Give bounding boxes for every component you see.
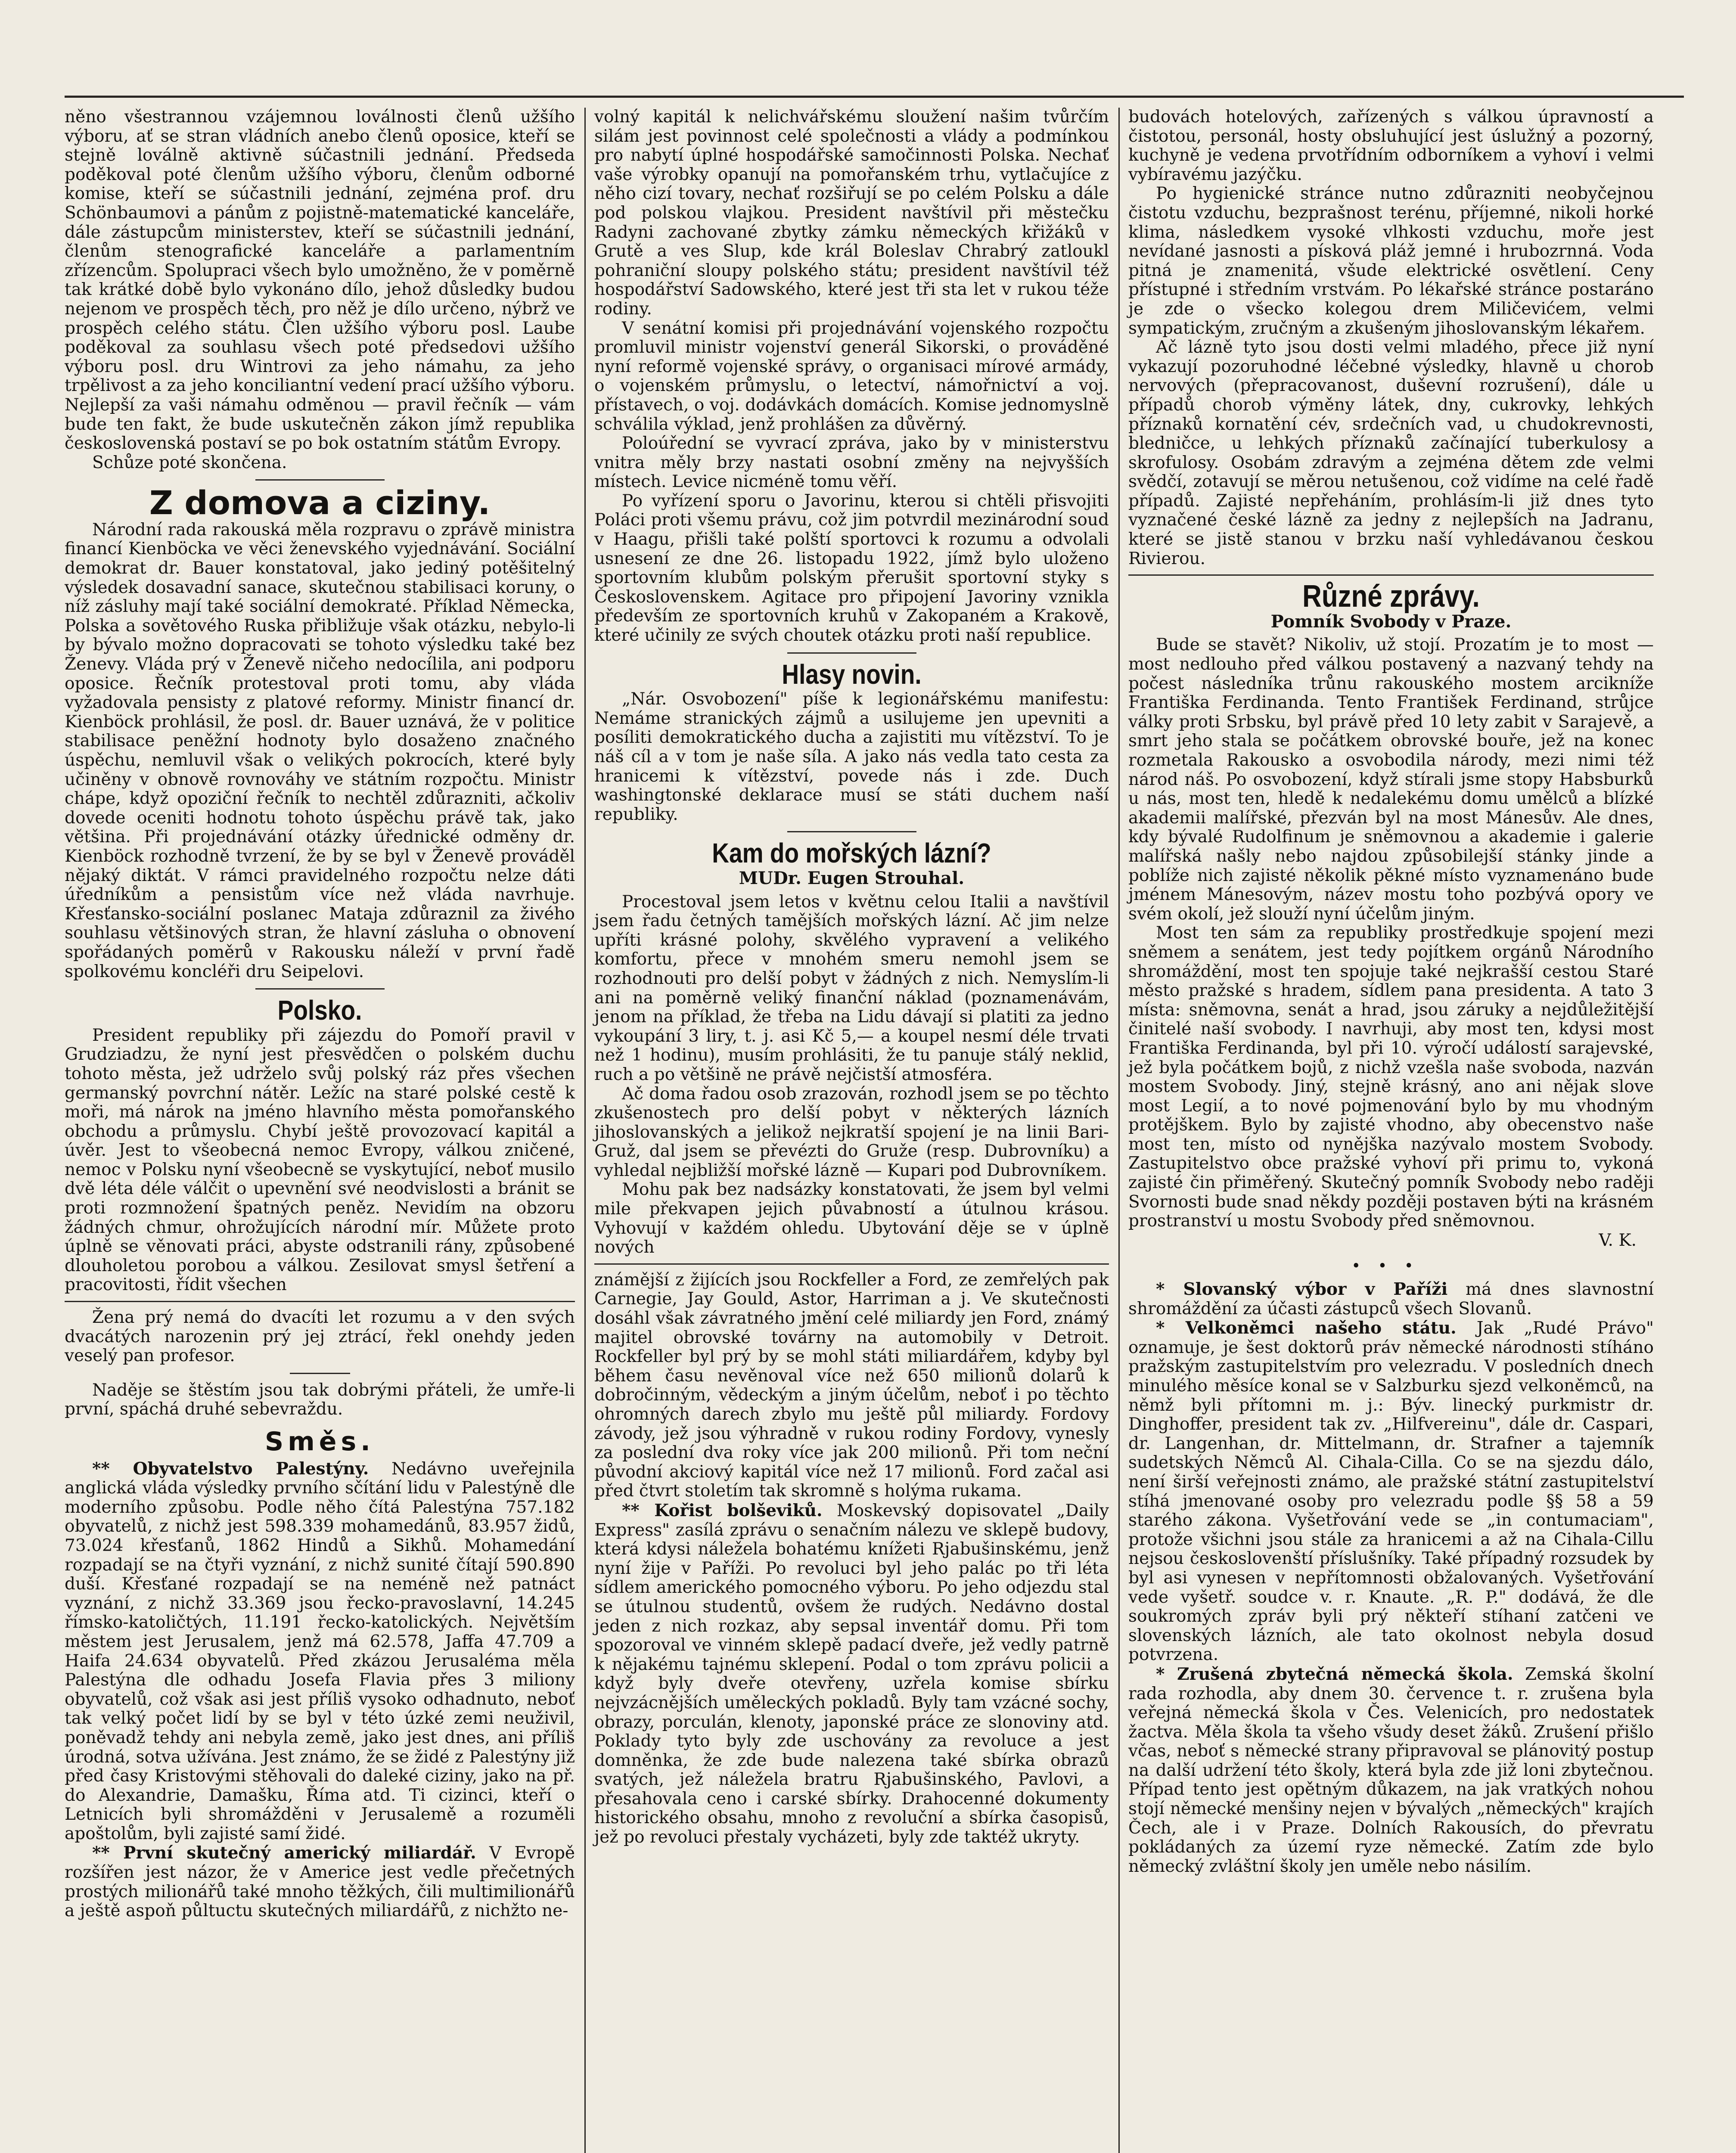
news-skola-title: * Zrušená zbytečná německá škola. [1156, 1664, 1513, 1684]
news-palestyna [65, 1459, 575, 1844]
section-heading-domova: Z domova a ciziny. [149, 484, 491, 522]
column-divider-left [584, 108, 586, 2153]
section-rule [787, 652, 916, 654]
polsko-zmeny: Poloúřední se vyvrací zpráva, jako by v ministerstvu vnitra měly brzy nastati osobní změny na nejvyšších místech. Levice nicméně tomu věří. [594, 434, 1109, 492]
section-rule [594, 1263, 1109, 1265]
separator-stars: ••• [1351, 1257, 1431, 1275]
polsko-senat: V senátní komisi při projednávání vojenského rozpočtu promluvil ministr vojenství generál Sikorski, o prováděné nyní reformě vojenské správy, o organisaci mírové armády, o vojenském průmyslu, o letectví, námořnictví a voj. přístavech, o voj. dodávkách domácích. Komise jednomyslně schválila výklad, jenž prohlášen za důvěrný. [594, 318, 1109, 434]
lazne-paragraph-2: Ač doma řadou osob zrazován, rozhodl jsem se po těchto zkušenostech pro delší pobyt v některých lázních jihoslovanských a jelikož nejkratší spojení je na linii Bari-Gruž, dal jsem se převézti do Gruže (resp. Dubrovníku) a vyhledal nejbližší mořské lázně — Kupari pod Dubrovníkem. [594, 1084, 1109, 1180]
section-heading-ruzne: Různé zprávy. [1302, 579, 1480, 614]
news-palestyna-title: ** Obyvatelstvo Palestýny. [92, 1458, 369, 1479]
lazne-continuation: budovách hotelových, zařízených s válkou úpravností a čistotou, personál, hosty obsluhující jest úslužný a pozorný, kuchyně je vedena prvotřídním odborníkem a vyhoví i velmi vybíravému jazýčku. [1128, 107, 1654, 184]
lazne-hygiena: Po hygienické stránce nutno zdůrazniti neobyčejnou čistotu vzduchu, bezprašnost terénu, příjemné, nikoli horké klima, následkem vysoké vlhkosti vzduchu, moře jest nevídané jasnosti a písková pláž jemné i hrubozrnná. Voda pitná je znamenitá, všude elektrické osvětlení. Ceny přístupné i středním vrstvám. Po lékařské stránce postaráno je zde o všecko kolegou drem Miličevićem, velmi sympatickým, zručným a zkušeným jihoslovanským lékařem. [1128, 184, 1654, 338]
pomnik-paragraph-1: Bude se stavět? Nikoliv, už stojí. Prozatím je to most — most nedlouho před válkou postavený a nazvaný tehdy na počest následníka trůnu rakouského mostem arcikníže Františka Ferdinanda. Tento František Ferdinand, strůjce války proti Srbsku, byl právě před 10 lety zabit v Sarajevě, a smrt jeho stala se počátkem obrovské bouře, jež na konec rozmetala Rakousko a osvobodila národy, mezi nimi též národ náš. Po osvobození, když stírali jsme stopy Habsburků u nás, most ten, hledě k nedalekému domu umělců a blízké akademii malířské, přezván byl na most Mánesův. Ale dnes, kdy bývalé Rudolfinum je sněmovnou a akademie i galerie malířská našly nebo najdou způsobilejší stánky jinde a poblíže nich zajisté několik pěkné místo vyznamenáno bude jménem Mánesovým, název mostu toho pozbývá opory ve svém okolí, jež slouží nyní účelům jiným. [1128, 635, 1654, 924]
section-rule [1128, 574, 1654, 576]
section-heading-hlasy: Hlasy novin. [782, 658, 922, 690]
news-palestyna-body: Nedávno uveřejnila anglická vláda výsledky prvního sčítání lidu v Palestýně dle moderního způsobu. Podle něho čítá Palestýna 757.182 obyvatelů, z nichž jest 598.339 mohamedánů, 83.957 židů, 73.024 křesťanů, 1862 Hindů a Sikhů. Mohamedání rozpadají se na čtyři vyznání, z nichž sunité čítají 590.890 duší. Křesťané rozpadají se na neméně než patnáct vyznání, z nichž 33.369 jsou řecko-pravoslavní, 14.245 římsko-katoličtých, 11.191 řecko-katolických. Největším městem jest Jerusalem, jenž má 62.578, Jaffa 47.709 a Haifa 24.634 obyvatelů. Před zkázou Jerusaléma měla Palestýna dle odhadu Josefa Flavia přes 3 miliony obyvatelů, což však asi jest příliš vysoko odhadnuto, neboť tak velký počet lidí by se byl v této úzké zemi neuživil, poněvadž tehdy ani nebyla země, jako jest dnes, ani příliš úrodná, sotva užívána. Jest známo, že se židé z Palestýny již před časy Kristovými stěhovali do daleké ciziny, jako na př. do Alexandrie, Damašku, Říma atd. Ti cizinci, kteří o Letnicích byli shromážděni v Jerusalemě a rozuměli apoštolům, byli zajisté samí židé. [65, 1459, 575, 1843]
news-miliardar-title: ** První skutečný americký miliardář. [92, 1843, 476, 1863]
news-korist-title: ** Kořist bolševiků. [622, 1500, 823, 1520]
news-korist-body: Moskevský dopisovatel „Daily Express" zasílá zprávu o senačním nálezu ve sklepě budovy, která kdysi náležela bohatému knížeti Rjabušinskému, jenž nyní žije v Paříži. Po revoluci byl jeho palác po tři léta sídlem amerického pomocného výboru. Po jeho odjezdu stal se útulnou studentů, ovšem že rudých. Nedávno dostal jeden z nich rozkaz, aby sepsal inventář domu. Při tom spozoroval ve vinném sklepě padací dveře, jež vedly patrně k nějakému tajnému sklepení. Podal o tom zprávu policii a když byly dveře otevřeny, uzřela komise sbírku nejvzácnějších uměleckých pokladů. Byly tam vzácné sochy, obrazy, porculán, klenoty, japonské práce ze slonoviny atd. Poklady tyto byly zde uschovány za revoluce a jest domněnka, že zde bude nalezena také sbírka obrazů svatých, jež náležela bratru Rjabušinského, Pavlovi, a přesahovala ceno i carské sbírky. Drahocenné dokumenty historického obsahu, mnoho z revoluční a sbírka časopisů, jež po revoluci přestaly vycházeti, byly zde taktéž ukryty. [594, 1501, 1109, 1847]
filler-joke-2: Naděje se štěstím jsou tak dobrými přáteli, že umře-li první, spáchá druhé sebevraždu. [65, 1380, 575, 1419]
pomnik-paragraph-2: Most ten sám za republiky prostředkuje spojení mezi sněmem a senátem, jest tedy pojítkem orgánů Národního shromáždění, most ten spojuje také nejkrašší cestou Staré město pražské s hradem, sídlem pana presidenta. A tato 3 místa: sněmovna, senát a hrad, jsou záruky a nejdůležitější činitelé naší svobody. I navrhuji, aby most ten, kdysi most Františka Ferdinanda, byl při 10. výročí událostí sarajevské, jež byla počátkem bojů, z nichž vzešla naše svoboda, nazván mostem Svobody. Jiný, stejně krásný, ano ani nějak slove most Legií, a to nové pojmenování bylo by mu vhodným protějškem. Bylo by zajisté vhodno, aby obecenstvo naše most ten, místo od nynějška nazývalo mostem Svobody. Zastupitelstvo obce pražské vyhoví při primu to, vykoná zajisté čin přiměřený. Skutečný pomník Svobody nebo raději Svornosti bude snad někdy později postaven býti na krásném prostranství u mostu Svobody před sněmovnou. [1128, 923, 1654, 1231]
news-slovansky-vybor-title: * Slovanský výbor v Paříži [1156, 1279, 1448, 1300]
news-slovansky-vybor [1128, 1280, 1654, 1318]
polsko-continuation: volný kapitál k nelichvářskému sloužení našim tvůrčím silám jest povinnost celé společnosti a vlády a podmínkou pro nabytí úplné hospodářské samočinnosti Polska. Nechať vaše výrobky opanují na pomořanském trhu, vytlačujíce z něho cizí tovary, nechať rozšiřují se po celém Polsku a dále pod polskou vlajkou. President navštívil při městečku Radyni zachované zbytky zámku německých křižáků v Grutě a ves Slup, kde král Boleslav Chrabrý zatloukl pohraniční sloupy polského státu; president navštívil též hospodářství Sadowského, které jest tři sta let v rukou téže rodiny. [594, 107, 1109, 319]
lazne-vysledky: Ač lázně tyto jsou dosti velmi mladého, přece již nyní vykazují pozoruhodné léčebné výsledky, hlavně u chorob nervových (přepracovanost, duševní rozrušení), dále u případů chorob výměny látek, dny, cukrovky, lehkých příznaků kornatění cév, srdečních vad, u chudokrevnosti, bledničce, u lehkých příznaků začínající tuberkulosy a skrofulosy. Osobám zdravým a zejména dětem zde velmi svědčí, zotavují se měrou netušenou, což vidíme na celé řadě případů. Zajisté nepřeháním, prohlásím-li již dnes tyto vyznačené české lázně za jedny z nejlepších na Jadranu, které se jistě stanou v brzku naší vyhledávanou českou Rivierou. [1128, 338, 1654, 568]
news-velkonemci-body: Jak „Rudé Právo" oznamuje, je šest doktorů práv německé národnosti stíháno pražským zastupitelstvím pro velezradu. V posledních dnech minulého měsíce konal se v Salzburku sjezd velkoněmců, na němž byli přítomni m. j.: Býv. linecký purkmistr dr. Dinghoffer, president tak zv. „Hilfvereinu", dále dr. Caspari, dr. Langenhan, dr. Mittelmann, dr. Strafner a tajemník sudetských Němců Al. Cihala-Cilla. Co se na sjezdu dálo, není širší veřejnosti známo, ale pražské státní zastupitelství stíhá jmenované osoby pro velezradu podle §§ 58 a 59 starého zákona. Vyšetřování vede se „in contumaciam", protože všichni jsou stále za hranicemi a až na Cihala-Cillu nejsou českoslovenští příslušníky. Také případný rozsudek by byl asi vynesen v nepřítomnosti obžalovaných. Vyšetřování vede vyšetř. soudce v. r. Knaute. „R. P." dodává, že dle soukromých zpráv byli prý někteří stíhaní zatčeni ve slovenských lázních, ale tato okolnost nebyla dosud potvrzena. [1128, 1318, 1654, 1665]
top-rule [65, 96, 1684, 98]
article-subheading-pomnik: Pomník Svobody v Praze. [1270, 611, 1512, 632]
article-heading-lazne: Kam do mořských lázní? [712, 838, 991, 869]
lazne-paragraph-3: Mohu pak bez nadsázky konstatovati, že jsem byl velmi mile překvapen jejich půvabností a útulnou krásou. Vyhovují v každém ohledu. Ubytování děje se v úplně nových [594, 1180, 1109, 1257]
news-skola-body: Zemská školní rada rozhodla, aby dnem 30. července t. r. zrušena byla veřejná německá škola v Čes. Velenicích, pro nedostatek žactva. Měla škola ta všeho všudy deset žáků. Zrušení přišlo včas, neboť s německé strany připravoval se plánovitý postup na další udržení této školy, která byla zde již loni zbytečnou. Případ tento jest opětným důkazem, na jak vratkých nohou stojí německé menšiny nejen v bývalých „německých" krajích Čech, ale i v Praze. Dolních Rakousích, do převratu pokládaných za území ryze německé. Zatím zde bylo německý zvláštní školy jen uměle nebo násilím. [1128, 1664, 1654, 1876]
news-miliardar-body: V Evropě rozšířen jest názor, že v Americe jest vedle přečetných prostých milionářů také mnoho těžkých, čili multimilionářů a ještě aspoň půltuctu skutečných miliardářů, z nichžto ne- [65, 1843, 575, 1921]
article-closing-line: Schůze poté skončena. [92, 453, 287, 472]
news-skola [1128, 1665, 1654, 1877]
column-3 [1128, 108, 1654, 1876]
lazne-paragraph-1: Procestoval jsem letos v květnu celou Italii a navštívil jsem řadu četných tamějších mořských lázní. Ač jim nelze upříti krásné polohy, skvělého vypravení a velikého komfortu, přece v mnohém smeru nemohl jsem se rozhodnouti pro delší pobyt v žádných z nich. Nemyslím-li ani na poměrně veliký finanční náklad (poznamenávám, jenom na příklad, že třeba na Lidu dávají si platiti za jedno vykoupání 3 liry, t. j. asi Kč 5,— a koupel nesmí déle trvati než 1 hodinu), musím prohlásiti, že tu panuje stálý neklid, ruch a po většině ne právě nejčistší atmosféra. [594, 892, 1109, 1084]
article-hlasy: „Nár. Osvobození" píše k legionářskému manifestu: Nemáme stranických zájmů a usilujeme jen upevniti a posíliti demokratického ducha a zajistiti mu vítězství. To je náš cíl a v tom je naše síla. A jako nás vedla tato cesta za hranicemi k vítězství, povede nás i zde. Duch washingtonské deklarace musí se státi duchem naší republiky. [594, 689, 1109, 824]
article-rakousko: Národní rada rakouská měla rozpravu o zprávě ministra financí Kienböcka ve věci ženevského vyjednávání. Sociální demokrat dr. Bauer konstatoval, jako jediný potěšitelný výsledek dosavadní sanace, skutečnou stabilisaci koruny, o níž zásluhy mají také sociální demokraté. Příklad Německa, Polska a sovětového Ruska přibližuje však otázku, nebylo-li by bývalo možno dopracovati se tohoto výsledku také bez Ženevy. Vláda prý v Ženevě ničeho nedocílila, ani podporu oposice. Řečník protestoval proti tomu, aby vláda vyžadovala pensisty z platové reformy. Ministr financí dr. Kienböck prohlásil, že posl. dr. Bauer uznává, že v politice stabilisace peněžní hodnoty bylo dosaženo značného úspěchu, nemluvil však o velikých pokrocích, které byly učiněny v obnově rovnováhy ve státním rozpočtu. Ministr chápe, když opoziční řečník to nechtěl zdůrazniti, ačkoliv dovede oceniti hodnotu tohoto úspěchu právě tak, jako většina. Při projednávání otázky úřednické odměny dr. Kienböck rozhodně tvrzení, že by se byl v Ženevě prováděl nějaký diktát. V rámci pravidelného rozpočtu nelze dáti úředníkům a pensistům více než vláda navrhuje. Křesťansko-sociální poslanec Mataja zdůraznil za živého souhlasu většinových stran, že hlavní zásluha o obnovení spořádaných poměrů v Rakousku náleží v první řadě spolkovému koncléři dru Seipelovi. [65, 520, 575, 981]
section-heading-smes: Směs. [265, 1427, 375, 1457]
article-continuation: něno všestrannou vzájemnou loválnosti členů užšího výboru, ať se stran vládních anebo členů oposice, kteří se stejně loválně aktivně súčastnili jednání. Předseda poděkoval poté členům užšího výboru, členům odborné komise, kteří se súčastnili jednání, zejména prof. dru Schönbaumovi a pánům z pojistně-matematické kanceláře, dále zástupcům ministerstev, kteří se súčastnili jednání, členům stenografické kanceláře a parlamentním zřízencům. Spolupraci všech bylo umožněno, že v poměrně tak krátké době bylo vykonáno dílo, jehož důsledky budou nejenom ve prospěch těch, pro něž je dílo určeno, nýbrž ve prospěch celého státu. Člen užšího výboru posl. Laube poděkoval za souhlasu všech poté předsedovi užšího výboru posl. dru Wintrovi za jeho námahu, za jeho trpělivost a za jeho konciliantní vedení prací užšího výboru. Nejlepší za vaši námahu odměnou — pravil řečník — vám bude ten fakt, že bude uskutečněn zákon jímž republika československá postaví se po bok ostatním státům Evropy. [65, 107, 575, 453]
column-divider-right [1118, 108, 1120, 2153]
news-slovansky-vybor-body: má dnes slavnostní shromáždění za účasti zástupců všech Slovanů. [1128, 1280, 1654, 1318]
section-rule [255, 988, 385, 990]
article-polsko: President republiky při zájezdu do Pomoří pravil v Grudziadzu, že nyní jest přesvědčen o polském duchu tohoto města, jež udrželo svůj polský ráz přes všechen germanský povrchní nátěr. Ležíc na staré polské cestě k moři, má nárok na jméno hlavního města pomořanského obchodu a průmyslu. Chybí ještě provozovací kapitál a úvěr. Jest to všeobecná nemoc Evropy, válkou zničené, nemoc v Polsku nyní všeobecně se vyskytující, neboť musilo dvě léta déle válčit o upevnění své neodvislosti a bránit se proti rozmnožení špatných peněz. Nevidím na obzoru žádných chmur, ohrožujících národní mír. Můžete proto úplně se věnovati práci, abyste odstranili rány, způsobené dlouholetou porobou a válkou. Zesilovat smysl šetření a pracovitosti, řídit všechen [65, 1025, 575, 1295]
section-rule [255, 479, 385, 481]
news-velkonemci [1128, 1318, 1654, 1665]
column-1 [65, 108, 575, 1921]
news-velkonemci-title: * Velkoněmci našeho státu. [1156, 1318, 1457, 1338]
news-korist [594, 1501, 1109, 1847]
article-byline: MUDr. Eugen Strouhal. [739, 868, 965, 888]
filler-rule [290, 1373, 350, 1374]
section-heading-polsko: Polsko. [277, 995, 362, 1026]
miliardar-continuation: známější z žijících jsou Rockfeller a Ford, ze zemřelých pak Carnegie, Jay Gould, Astor, Harriman a j. Ve skutečnosti dosáhl však závratného jmění celé miliardy jen Ford, známý majitel obrovské továrny na automobily v Detroit. Rockfeller byl prý by se mohl státi miliardářem, kdyby byl během času nevěnoval více než 650 milionů dolarů k dobročinným, vědeckým a jiným účelům, neboť i po těchto ohromných darech zbylo mu ještě půl miliardy. Fordovy závody, jež jsou výhradně v rukou rodiny Fordovy, vynesly za poslední dva roky více jak 200 milionů. Při tom neční původní akciový kapitál více než 17 milionů. Ford začal asi před čtvrt stoletím tak skromně s holýma rukama. [594, 1270, 1109, 1501]
column-2 [594, 108, 1109, 1847]
news-miliardar [65, 1843, 575, 1920]
filler-joke-1: Žena prý nemá do dvacíti let rozumu a v den svých dvacátých narozenin prý jej ztrácí, řekl onehdy jeden veselý pan profesor. [65, 1308, 575, 1366]
article-signature: V. K. [1599, 1230, 1637, 1250]
section-rule [787, 831, 916, 832]
polsko-javorina: Po vyřízení sporu o Javorinu, kterou si chtěli přisvojiti Poláci proti všemu právu, což jim potvrdil mezinárodní soud v Haagu, přišli také polští sportovci k rozumu a odvolali usnesení ze dne 26. listopadu 1922, jímž bylo uloženo sportovním klubům polským přerušit sportovní styky s Československem. Agitace pro připojení Javoriny vznikla především ze sportovních kruhů v Zakopaném a Krakově, které učinily ze svých choutek otázku proti naší republice. [594, 491, 1109, 645]
section-rule [65, 1301, 575, 1302]
